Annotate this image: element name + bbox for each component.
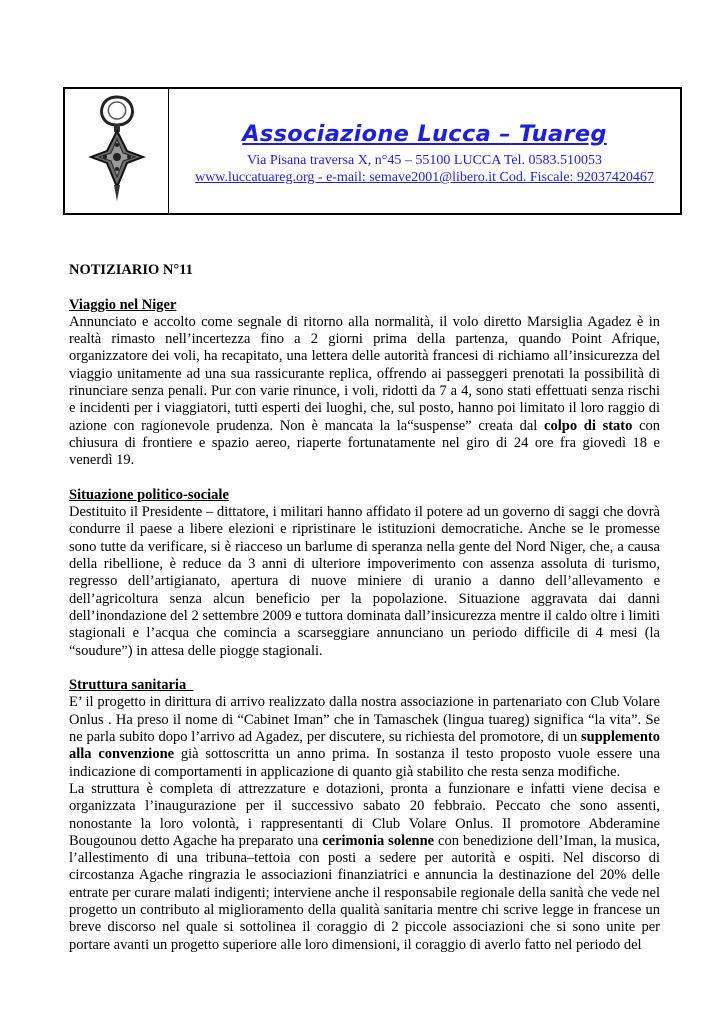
bold-text: cerimonia solenne xyxy=(322,832,435,849)
org-address: Via Pisana traversa X, n°45 – 55100 LUCCA Tel. 0583.510053 xyxy=(246,153,603,168)
section-title-situazione: Situazione politico-sociale xyxy=(69,486,229,503)
text-run: con chiusura di frontiere e spazio aereo, riaperte fortunatamente nel giro di 24 ore fra giovedì 18 e venerdì 19. xyxy=(69,417,661,469)
newsletter-body xyxy=(69,262,660,954)
section-title-struttura: Struttura sanitaria xyxy=(69,677,194,694)
text-run: E’ il progetto in dirittura di arrivo realizzato dalla nostra associazione in partenariato con Club Volare Onlus . Ha preso il nome di “Cabinet Iman” che in Tamaschek (lingua tuareg) significa “la vita”. Se ne parla subito dopo l’arrivo ad Agadez, per discutere, su richiesta del promotore, di un xyxy=(69,694,660,746)
text-run: con benedizione dell’Iman, la musica, l’allestimento di una tribuna–tettoia con posti a sedere per autorità e ospiti. Nel discorso di circostanza Agache ringrazia le associazioni finanziatrici e annuncia la destinazione del 20% delle entrate per curare malati indigenti; interviene anche il responsabile regionale della sanità che vede nel progetto un contributo al miglioramento della qualità sanitaria mentre chi scrive legge in francese un breve discorso nel quale si sottolinea il coraggio di 2 piccole associazioni che si sono unite per portare avanti un progetto superiore alle loro dimensioni, il coraggio di averlo fatto nel periodo del xyxy=(69,832,660,953)
section-title-viaggio: Viaggio nel Niger xyxy=(69,296,177,313)
letterhead xyxy=(63,87,682,215)
text-run: La struttura è completa di attrezzature e dotazioni, pronta a funzionare e infatti viene decisa e organizzata l’inaugurazione per il successivo sabato 20 febbraio. Peccato che sono assenti, nonostante la loro volontà, i rappresentanti di Club Volare Onlus. Il promotore Abderamine Bougounou detto Agache ha preparato una xyxy=(69,780,660,849)
tuareg-cross-icon xyxy=(85,95,149,207)
section-paragraph-struttura-2 xyxy=(69,781,660,954)
letterhead-text xyxy=(169,89,680,213)
section-paragraph-situazione: Destituito il Presidente – dittatore, i militari hanno affidato il potere ad un governo di saggi che dovrà condurre il paese a libere elezioni e ripristinare le istituzioni democratiche. Anche se le promesse sono tutte da verificare, si è riacceso un barlume di speranza nella gente del Nord Niger, che, a causa della ribellione, è reduce da 3 anni di ulteriore impoverimento con assenza assoluta di turismo, regresso dell’artigianato, apertura di nuove miniere di uranio a danno dell’allevamento e dell’agricoltura senza alcun beneficio per la popolazione. Situazione aggravata dai danni dell’inondazione del 2 settembre 2009 e tuttora dominata dall’insicurezza mentre il caldo oltre i limiti stagionali e l’acqua che comincia a scarseggiare annunciano un periodo difficile di 4 mesi (la “soudure”) in attesa delle piogge stagionali. xyxy=(69,504,660,659)
org-contacts[interactable]: www.luccatuareg.org - e-mail: semave2001@libero.it Cod. Fiscale: 92037420467 xyxy=(195,170,654,185)
section-paragraph-struttura-1 xyxy=(69,694,660,780)
text-run: Annunciato e accolto come segnale di ritorno alla normalità, il volo diretto Marsiglia Agadez è in realtà rimasto nell’incertezza fino a 2 giorni prima della partenza, quando Point Afrique, organizzatore dei voli, ha recapitato, una lettera delle autorità francesi di richiamo all’insicurezza del viaggio unitamente ad una sua rassicurante replica, offrendo ai passeggeri prenotati la possibilità di rinunciare senza penali. Pur con varie rinunce, i voli, ridotti da 7 a 4, sono stati effettuati senza rischi e incidenti per i viaggiatori, tutti esperti dei luoghi, che, sul posto, hanno poi limitato il loro raggio di azione con ragionevole prudenza. Non è mancata la la“suspense” creata dal xyxy=(69,313,660,434)
text-run: già sottoscritta un anno prima. In sostanza il testo proposto vuole essere una indicazione di comportamenti in applicazione di quanto già stabilito che resta senza modifiche. xyxy=(69,746,660,780)
section-paragraph-viaggio xyxy=(69,314,660,470)
logo-cell xyxy=(65,89,169,213)
org-name: Associazione Lucca – Tuareg xyxy=(242,121,607,147)
bold-text: supplemento alla convenzione xyxy=(69,729,660,763)
bold-text: colpo di stato xyxy=(544,417,633,434)
newsletter-title: NOTIZIARIO N°11 xyxy=(69,262,193,278)
